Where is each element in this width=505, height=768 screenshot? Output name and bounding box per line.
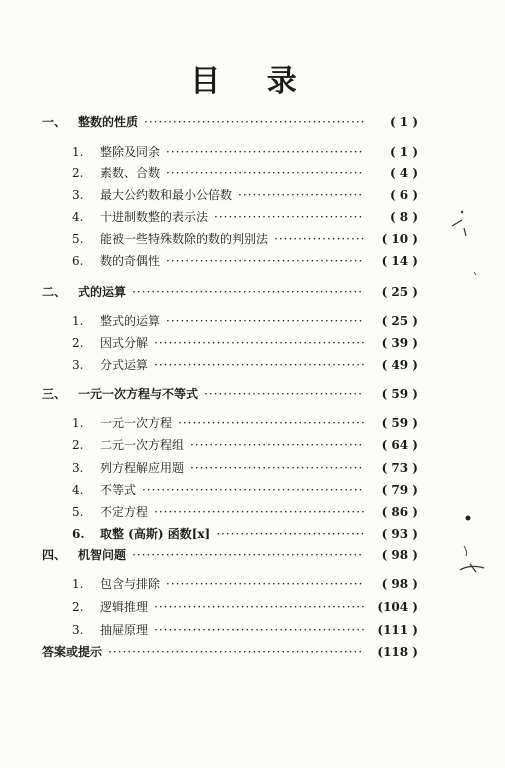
toc-number: 1. xyxy=(72,314,84,328)
dot-leader xyxy=(274,229,364,249)
toc-section xyxy=(72,251,418,271)
dot-leader xyxy=(190,435,364,455)
dot-leader xyxy=(190,458,364,478)
toc-page-number: ( 10 ) xyxy=(381,232,418,246)
dot-leader xyxy=(142,480,364,500)
toc-title: 十进制数整的表示法 xyxy=(100,210,209,224)
dot-leader xyxy=(154,355,364,375)
toc-title: 取整 (高斯) 函数[x] xyxy=(100,527,211,541)
toc-page-number: ( 98 ) xyxy=(381,548,418,562)
toc-page-number: ( 25 ) xyxy=(381,314,418,328)
dot-leader xyxy=(216,524,364,544)
dot-leader xyxy=(204,384,364,404)
toc-title: 分式运算 xyxy=(100,358,149,372)
toc-title: 因式分解 xyxy=(100,336,149,350)
toc-section xyxy=(72,333,418,353)
toc-title: 机智问题 xyxy=(78,548,127,562)
toc-page-number: ( 1 ) xyxy=(389,115,418,129)
toc-number: 一、 xyxy=(42,115,67,129)
toc-number: 3. xyxy=(72,461,84,475)
toc-page-number: ( 73 ) xyxy=(381,461,418,475)
toc-section xyxy=(72,458,418,478)
dot-leader xyxy=(154,333,364,353)
scan-specks xyxy=(430,190,500,590)
toc-title: 能被一些特殊数除的数的判别法 xyxy=(100,232,269,246)
dot-leader xyxy=(154,597,364,617)
toc-title: 数的奇偶性 xyxy=(100,254,161,268)
toc-number: 1. xyxy=(72,145,84,159)
toc-section xyxy=(72,524,418,544)
toc-number: 5. xyxy=(72,505,84,519)
toc-page-number: ( 25 ) xyxy=(381,285,418,299)
toc-section xyxy=(72,163,418,183)
toc-title: 二元一次方程组 xyxy=(100,438,185,452)
toc-chapter xyxy=(42,282,418,302)
page-title: 目 录 xyxy=(190,64,315,99)
toc-number: 5. xyxy=(72,232,84,246)
toc-number: 3. xyxy=(72,358,84,372)
toc-number: 二、 xyxy=(42,285,67,299)
toc-number: 2. xyxy=(72,438,84,452)
toc-page-number: ( 93 ) xyxy=(381,527,418,541)
toc-chapter xyxy=(42,384,418,404)
dot-leader xyxy=(166,163,364,183)
toc-section xyxy=(72,355,418,375)
toc-section xyxy=(72,480,418,500)
dot-leader xyxy=(238,185,364,205)
toc-title: 式的运算 xyxy=(78,285,127,299)
toc-page-number: ( 49 ) xyxy=(381,358,418,372)
dot-leader xyxy=(166,142,364,162)
toc-title: 不等式 xyxy=(100,483,137,497)
dot-leader xyxy=(144,112,364,132)
toc-page-number: ( 79 ) xyxy=(381,483,418,497)
dot-leader xyxy=(178,413,364,433)
toc-page-number: ( 4 ) xyxy=(389,166,418,180)
toc-number: 2. xyxy=(72,600,84,614)
dot-leader xyxy=(132,545,364,565)
toc-section xyxy=(72,597,418,617)
dot-leader xyxy=(108,642,364,662)
dot-leader xyxy=(154,502,364,522)
dot-leader xyxy=(166,311,364,331)
toc-section xyxy=(72,207,418,227)
toc-page-number: ( 6 ) xyxy=(389,188,418,202)
toc-number: 2. xyxy=(72,166,84,180)
toc-section xyxy=(72,311,418,331)
dot-leader xyxy=(214,207,364,227)
toc-title: 不定方程 xyxy=(100,505,149,519)
toc-number: 6. xyxy=(72,527,85,541)
toc-title: 整数的性质 xyxy=(78,115,139,129)
toc-title: 一元一次方程 xyxy=(100,416,173,430)
toc-chapter xyxy=(42,112,418,132)
toc-number: 3. xyxy=(72,623,84,637)
toc-page-number: ( 86 ) xyxy=(381,505,418,519)
toc-title: 整式的运算 xyxy=(100,314,161,328)
toc-title: 一元一次方程与不等式 xyxy=(78,387,199,401)
toc-number: 1. xyxy=(72,416,84,430)
dot-leader xyxy=(166,574,364,594)
toc-section xyxy=(72,502,418,522)
toc-number: 三、 xyxy=(42,387,67,401)
toc-number: 3. xyxy=(72,188,84,202)
toc-page-number: ( 1 ) xyxy=(389,145,418,159)
toc-page-number: ( 98 ) xyxy=(381,577,418,591)
toc-chapter xyxy=(42,545,418,565)
toc-answers xyxy=(42,642,418,662)
toc-page-number: ( 59 ) xyxy=(381,416,418,430)
toc-title: 抽屉原理 xyxy=(100,623,149,637)
toc-page-number: (104 ) xyxy=(377,600,418,614)
toc-section xyxy=(72,574,418,594)
toc-number: 4. xyxy=(72,210,84,224)
toc-title: 包含与排除 xyxy=(100,577,161,591)
dot-leader xyxy=(132,282,364,302)
toc-section xyxy=(72,142,418,162)
toc-page-number: ( 59 ) xyxy=(381,387,418,401)
toc-section xyxy=(72,185,418,205)
toc-page-number: ( 8 ) xyxy=(389,210,418,224)
toc-title: 列方程解应用题 xyxy=(100,461,185,475)
toc-page-number: (111 ) xyxy=(377,623,418,637)
toc-section xyxy=(72,435,418,455)
toc-section xyxy=(72,229,418,249)
toc-page-number: ( 39 ) xyxy=(381,336,418,350)
toc-number: 2. xyxy=(72,336,84,350)
toc-title: 整除及同余 xyxy=(100,145,161,159)
toc-page-number: ( 64 ) xyxy=(381,438,418,452)
toc-number: 四、 xyxy=(42,548,67,562)
toc-section xyxy=(72,413,418,433)
dot-leader xyxy=(154,620,364,640)
toc-title: 答案或提示 xyxy=(42,645,103,659)
toc-number: 4. xyxy=(72,483,84,497)
toc-title: 素数、合数 xyxy=(100,166,161,180)
dot-leader xyxy=(166,251,364,271)
toc-page-number: (118 ) xyxy=(377,645,418,659)
toc-title: 最大公约数和最小公倍数 xyxy=(100,188,233,202)
toc-section xyxy=(72,620,418,640)
toc-number: 6. xyxy=(72,254,84,268)
toc-number: 1. xyxy=(72,577,84,591)
toc-page-number: ( 14 ) xyxy=(381,254,418,268)
toc-title: 逻辑推理 xyxy=(100,600,149,614)
